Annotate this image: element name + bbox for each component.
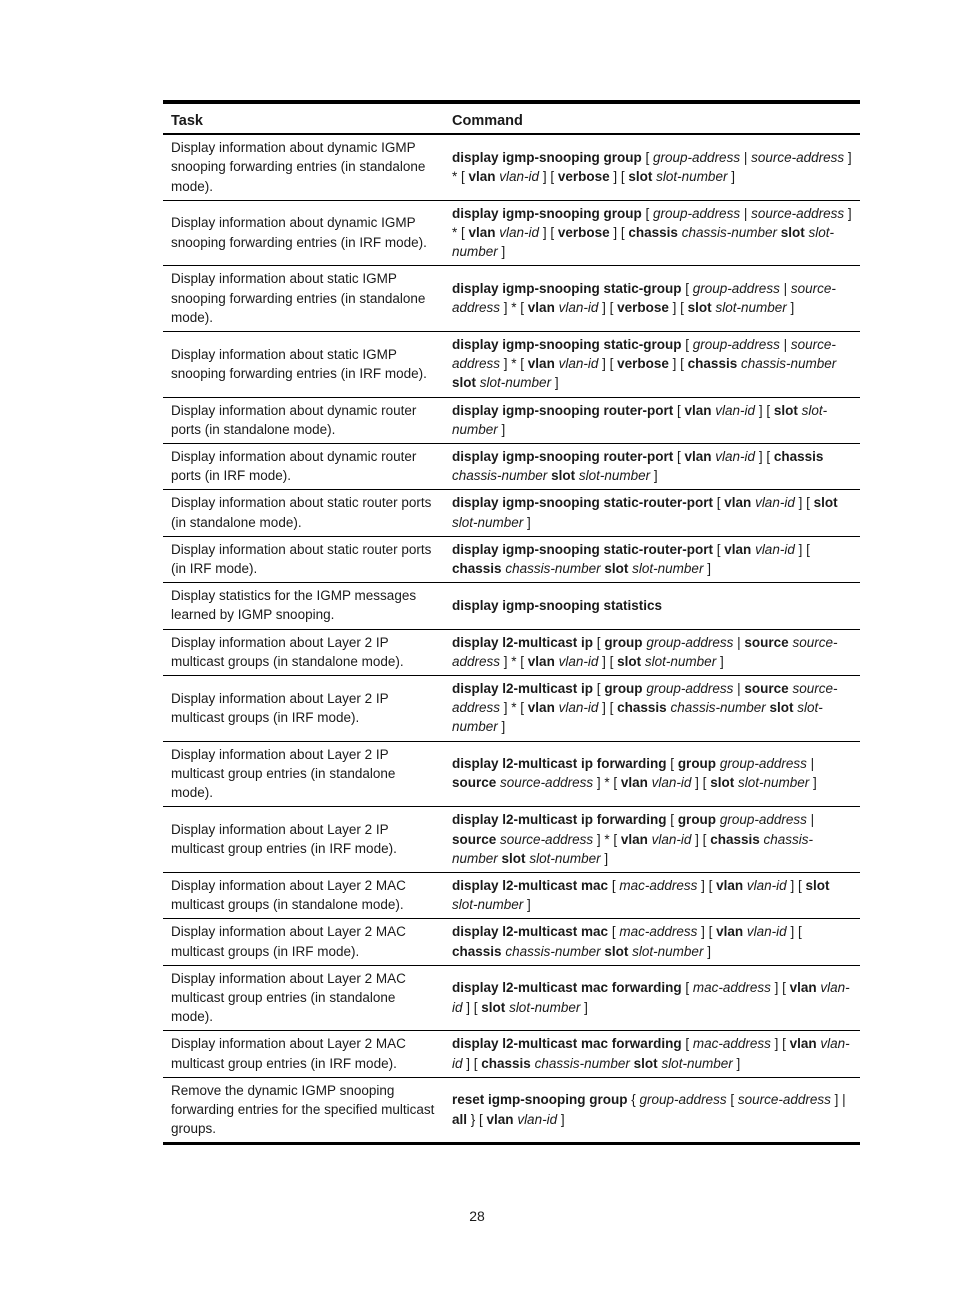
command-syntax: ] [ xyxy=(697,924,717,940)
table-row xyxy=(163,536,860,582)
task-cell: Display information about Layer 2 MAC multicast group entries (in standalone mode). xyxy=(163,965,444,1031)
command-syntax: [ xyxy=(666,812,678,828)
command-argument: vlan-id xyxy=(715,402,756,418)
task-cell: Remove the dynamic IGMP snooping forwarding entries for the specified multicast groups. xyxy=(163,1077,444,1144)
command-syntax: [ xyxy=(593,681,605,697)
task-cell: Display information about dynamic IGMP snooping forwarding entries (in IRF mode). xyxy=(163,200,444,266)
command-keyword: source xyxy=(452,775,497,791)
command-syntax: ] xyxy=(523,897,531,913)
command-argument: vlan-id xyxy=(755,495,795,511)
command-argument: slot-number xyxy=(644,653,717,669)
command-syntax: ] * [ xyxy=(593,831,621,847)
command-argument: slot-number xyxy=(715,300,787,316)
task-cell: Display information about Layer 2 IP multicast group entries (in IRF mode). xyxy=(163,807,444,873)
command-syntax: ] [ xyxy=(668,356,688,372)
command-argument: vlan-id xyxy=(499,169,540,184)
command-argument: slot-number xyxy=(509,999,581,1015)
command-syntax: ] xyxy=(580,999,588,1015)
command-syntax: ] xyxy=(551,375,559,391)
command-keyword: slot xyxy=(604,561,629,577)
command-syntax: [ xyxy=(608,877,620,893)
command-keyword: verbose xyxy=(617,300,669,316)
command-syntax: ] [ xyxy=(691,775,711,791)
command-syntax: ] xyxy=(650,468,658,484)
command-keyword: source xyxy=(744,634,789,650)
command-keyword: vlan xyxy=(620,775,648,791)
command-argument: source-address xyxy=(737,1092,831,1108)
command-cell xyxy=(444,741,860,807)
command-argument: chassis-number xyxy=(670,700,766,716)
command-syntax: ] [ xyxy=(786,877,806,893)
command-keyword: chassis xyxy=(773,449,824,465)
command-syntax: ] * [ xyxy=(500,300,528,316)
command-cell xyxy=(444,872,860,918)
command-keyword: vlan xyxy=(716,877,744,893)
command-syntax: [ xyxy=(713,495,725,511)
command-syntax: ] [ xyxy=(598,653,618,669)
command-argument: mac-address xyxy=(692,980,771,996)
task-cell: Display information about Layer 2 IP multicast groups (in IRF mode). xyxy=(163,676,444,742)
task-cell: Display information about static router ports (in IRF mode). xyxy=(163,536,444,582)
command-argument: mac-address xyxy=(619,924,698,940)
command-keyword: vlan xyxy=(684,402,712,418)
command-argument: vlan-id xyxy=(558,356,599,372)
command-keyword: group xyxy=(604,634,643,650)
command-keyword: vlan xyxy=(716,924,744,940)
command-syntax: ] [ xyxy=(609,225,629,241)
command-argument: slot-number xyxy=(479,375,552,391)
command-syntax: ] xyxy=(809,775,817,791)
command-cell xyxy=(444,134,860,200)
command-keyword: source xyxy=(744,681,789,697)
command-syntax: ] * [ xyxy=(500,700,528,716)
command-syntax: | xyxy=(779,281,791,297)
command-syntax: ] [ xyxy=(794,495,814,511)
command-syntax: [ xyxy=(681,1036,693,1052)
command-argument: vlan-id xyxy=(755,541,795,557)
command-argument: chassis-number xyxy=(505,561,601,577)
task-cell: Display information about static IGMP snooping forwarding entries (in standalone mode). xyxy=(163,266,444,332)
table-row xyxy=(163,872,860,918)
command-syntax: ] xyxy=(497,719,506,735)
command-argument: mac-address xyxy=(619,877,698,893)
command-syntax: ] [ xyxy=(697,877,717,893)
table-row xyxy=(163,741,860,807)
command-syntax: [ xyxy=(673,449,685,465)
table-row xyxy=(163,200,860,266)
command-syntax: [ xyxy=(726,1092,738,1108)
command-cell xyxy=(444,965,860,1031)
command-keyword: all xyxy=(452,1111,468,1127)
command-argument: chassis-number xyxy=(681,225,777,241)
task-cell: Display information about Layer 2 MAC multicast groups (in standalone mode). xyxy=(163,872,444,918)
command-argument: group-address xyxy=(719,756,807,772)
command-argument: slot-number xyxy=(452,700,823,735)
command-syntax: [ xyxy=(593,634,605,650)
command-keyword: chassis xyxy=(481,1055,531,1071)
command-keyword: chassis xyxy=(617,700,667,716)
command-syntax: | xyxy=(733,681,745,697)
command-keyword: display l2-multicast mac forwarding xyxy=(452,980,682,996)
command-cell xyxy=(444,676,860,742)
command-argument: source-address xyxy=(751,149,845,165)
command-argument: group-address xyxy=(692,337,780,353)
task-cell: Display information about dynamic router ports (in standalone mode). xyxy=(163,397,444,443)
table-header-row xyxy=(163,102,860,134)
command-syntax: ] [ xyxy=(786,924,802,940)
command-argument: slot-number xyxy=(452,225,835,260)
command-cell xyxy=(444,807,860,873)
command-keyword: slot xyxy=(805,877,830,893)
command-syntax: [ xyxy=(608,924,620,940)
command-keyword: slot xyxy=(617,653,642,669)
table-body xyxy=(163,134,860,1144)
command-keyword: display igmp-snooping group xyxy=(452,205,642,221)
command-cell xyxy=(444,583,860,629)
command-syntax: ] [ xyxy=(770,980,790,996)
command-syntax: ] xyxy=(716,653,724,669)
command-keyword: source xyxy=(452,831,497,847)
command-syntax: ] xyxy=(497,244,506,260)
command-keyword: display igmp-snooping static-router-port xyxy=(452,541,714,557)
task-column-header: Task xyxy=(163,102,444,134)
command-argument: group-address xyxy=(646,634,734,650)
table-row xyxy=(163,807,860,873)
command-keyword: slot xyxy=(501,850,526,866)
command-argument: vlan-id xyxy=(452,980,850,1015)
command-syntax: | xyxy=(806,756,815,772)
command-syntax: ] [ xyxy=(609,169,629,184)
command-argument: chassis-number xyxy=(505,943,601,959)
task-cell: Display information about Layer 2 MAC multicast group entries (in IRF mode). xyxy=(163,1031,444,1077)
command-keyword: vlan xyxy=(684,449,712,465)
command-keyword: vlan xyxy=(527,356,555,372)
command-syntax: [ xyxy=(713,541,725,557)
command-syntax: ] [ xyxy=(598,300,618,316)
command-keyword: reset igmp-snooping group xyxy=(452,1092,628,1108)
command-argument: slot-number xyxy=(578,468,651,484)
command-cell xyxy=(444,266,860,332)
command-syntax: ] xyxy=(727,169,735,184)
command-argument: source-address xyxy=(452,634,838,669)
command-cell xyxy=(444,200,860,266)
command-syntax: ] [ xyxy=(755,402,774,418)
command-argument: vlan-id xyxy=(558,653,599,669)
task-cell: Display information about Layer 2 IP multicast groups (in standalone mode). xyxy=(163,629,444,675)
command-column-header: Command xyxy=(444,102,860,134)
command-keyword: chassis xyxy=(710,831,760,847)
task-cell: Display information about dynamic IGMP snooping forwarding entries (in standalone mode). xyxy=(171,140,426,194)
command-syntax: [ xyxy=(681,281,693,297)
command-keyword: display igmp-snooping statistics xyxy=(452,597,663,613)
command-argument: group-address xyxy=(653,205,741,221)
command-keyword: display igmp-snooping group xyxy=(452,149,642,165)
table-row xyxy=(163,676,860,742)
command-keyword: slot xyxy=(604,943,629,959)
command-keyword: chassis xyxy=(687,356,738,372)
command-argument: slot-number xyxy=(452,897,524,913)
command-keyword: slot xyxy=(710,775,735,791)
command-keyword: vlan xyxy=(468,225,496,241)
command-keyword: slot xyxy=(481,999,506,1015)
command-syntax: } [ xyxy=(467,1111,487,1127)
command-argument: group-address xyxy=(639,1092,727,1108)
command-argument: source-address xyxy=(500,775,594,791)
command-keyword: display igmp-snooping static-router-port xyxy=(452,495,714,511)
command-syntax: ] * [ xyxy=(500,653,528,669)
command-argument: group-address xyxy=(719,812,807,828)
command-keyword: display l2-multicast ip forwarding xyxy=(452,756,667,772)
command-keyword: vlan xyxy=(620,831,648,847)
command-syntax: ] * [ xyxy=(452,205,852,241)
command-cell xyxy=(444,629,860,675)
table-row xyxy=(163,134,860,200)
command-argument: slot-number xyxy=(737,775,810,791)
task-cell: Display information about Layer 2 MAC multicast groups (in IRF mode). xyxy=(163,919,444,965)
command-syntax: ] [ xyxy=(755,449,774,465)
page-number: 28 xyxy=(469,1208,485,1224)
command-argument: vlan-id xyxy=(746,924,787,940)
command-argument: vlan-id xyxy=(651,775,692,791)
command-cell xyxy=(444,397,860,443)
command-cell xyxy=(444,919,860,965)
command-syntax: ] * [ xyxy=(452,149,852,184)
command-syntax: [ xyxy=(681,337,693,353)
command-syntax: ] xyxy=(703,561,711,577)
command-cell xyxy=(444,1077,860,1144)
command-argument: group-address xyxy=(653,149,741,165)
command-argument: slot-number xyxy=(452,402,828,437)
command-keyword: group xyxy=(604,681,643,697)
table-row xyxy=(163,490,860,536)
command-keyword: display l2-multicast mac xyxy=(452,924,609,940)
command-argument: slot-number xyxy=(632,561,704,577)
command-keyword: display l2-multicast mac forwarding xyxy=(452,1036,682,1052)
command-syntax: ] [ xyxy=(462,1055,482,1071)
command-keyword: display igmp-snooping router-port xyxy=(452,402,674,418)
command-argument: vlan-id xyxy=(499,225,540,241)
command-syntax: [ xyxy=(641,149,654,165)
command-syntax: ] [ xyxy=(770,1036,790,1052)
command-syntax: ] [ xyxy=(794,541,810,557)
command-syntax: ] xyxy=(523,514,531,530)
command-syntax: ] [ xyxy=(598,700,618,716)
command-keyword: display igmp-snooping static-group xyxy=(452,337,682,353)
table-row xyxy=(163,583,860,629)
command-keyword: verbose xyxy=(557,169,610,184)
command-keyword: slot xyxy=(633,1055,658,1071)
command-keyword: slot xyxy=(769,700,794,716)
command-argument: slot-number xyxy=(452,514,524,530)
command-argument: chassis-number xyxy=(740,356,837,372)
command-argument: mac-address xyxy=(692,1036,771,1052)
command-keyword: display l2-multicast ip forwarding xyxy=(452,812,667,828)
command-syntax: ] xyxy=(600,850,609,866)
command-argument: source-address xyxy=(500,831,594,847)
command-keyword: chassis xyxy=(628,225,678,241)
command-keyword: display igmp-snooping static-group xyxy=(452,281,682,297)
command-syntax: | xyxy=(779,337,791,353)
command-keyword: vlan xyxy=(486,1111,514,1127)
command-argument: slot-number xyxy=(661,1055,733,1071)
command-syntax: | xyxy=(740,149,752,165)
command-argument: vlan-id xyxy=(651,831,692,847)
command-keyword: vlan xyxy=(527,700,555,716)
command-syntax: [ xyxy=(681,980,693,996)
command-syntax: ] * [ xyxy=(593,775,621,791)
command-keyword: slot xyxy=(687,300,712,316)
command-keyword: vlan xyxy=(724,495,752,511)
command-syntax: | xyxy=(733,634,745,650)
task-cell: Display statistics for the IGMP messages learned by IGMP snooping. xyxy=(163,583,444,629)
command-cell xyxy=(444,332,860,398)
command-keyword: slot xyxy=(551,468,576,484)
command-keyword: slot xyxy=(628,169,653,184)
command-argument: source-address xyxy=(751,205,845,221)
command-syntax: | xyxy=(806,812,815,828)
command-argument: source-address xyxy=(452,681,838,716)
command-syntax: [ xyxy=(641,205,654,221)
command-argument: slot-number xyxy=(632,943,704,959)
command-syntax: [ xyxy=(673,402,685,418)
command-argument: slot-number xyxy=(656,169,728,184)
table-row xyxy=(163,332,860,398)
command-syntax: ] xyxy=(557,1111,565,1127)
command-argument: vlan-id xyxy=(517,1111,558,1127)
command-argument: vlan-id xyxy=(452,1036,850,1071)
command-keyword: vlan xyxy=(724,541,752,557)
command-argument: group-address xyxy=(646,681,734,697)
command-argument: chassis-number xyxy=(534,1055,630,1071)
table-row xyxy=(163,444,860,490)
table-row xyxy=(163,1031,860,1077)
command-syntax: ] [ xyxy=(539,225,558,241)
command-keyword: slot xyxy=(780,225,805,241)
command-cell xyxy=(444,490,860,536)
command-syntax: ] | xyxy=(830,1092,846,1108)
command-keyword: chassis xyxy=(452,561,502,577)
command-keyword: vlan xyxy=(527,653,555,669)
command-syntax: ] xyxy=(786,300,795,316)
table-row xyxy=(163,397,860,443)
command-cell xyxy=(444,444,860,490)
command-keyword: group xyxy=(677,812,717,828)
command-syntax: ] xyxy=(703,943,711,959)
command-keyword: display l2-multicast mac xyxy=(452,877,609,893)
command-keyword: verbose xyxy=(617,356,669,372)
command-keyword: display l2-multicast ip xyxy=(452,634,594,650)
task-cell: Display information about dynamic router ports (in IRF mode). xyxy=(163,444,444,490)
command-syntax: | xyxy=(740,205,752,221)
command-argument: vlan-id xyxy=(746,877,787,893)
command-table xyxy=(163,100,860,1145)
command-argument: vlan-id xyxy=(558,700,599,716)
command-keyword: chassis xyxy=(452,943,502,959)
command-syntax: ] [ xyxy=(462,999,482,1015)
command-cell xyxy=(444,536,860,582)
command-syntax: ] [ xyxy=(691,831,711,847)
command-syntax: ] * [ xyxy=(500,356,528,372)
command-keyword: group xyxy=(677,756,717,772)
command-syntax: ] xyxy=(497,421,506,437)
table-row xyxy=(163,1077,860,1144)
command-syntax: ] [ xyxy=(598,356,618,372)
command-keyword: slot xyxy=(813,495,838,511)
command-keyword: display igmp-snooping router-port xyxy=(452,449,674,465)
table-row xyxy=(163,629,860,675)
command-keyword: slot xyxy=(452,375,477,391)
command-keyword: vlan xyxy=(789,980,817,996)
table-row xyxy=(163,965,860,1031)
command-cell xyxy=(444,1031,860,1077)
command-argument: vlan-id xyxy=(715,449,756,465)
command-argument: chassis-number xyxy=(452,468,548,484)
command-syntax: { xyxy=(627,1092,640,1108)
table-row xyxy=(163,919,860,965)
command-keyword: vlan xyxy=(789,1036,817,1052)
command-syntax: ] [ xyxy=(539,169,558,184)
command-argument: source-address xyxy=(452,281,836,316)
command-argument: chassis-number xyxy=(452,831,814,866)
command-keyword: slot xyxy=(773,402,798,418)
command-syntax: ] xyxy=(732,1055,741,1071)
command-syntax: ] [ xyxy=(668,300,688,316)
command-keyword: display l2-multicast ip xyxy=(452,681,594,697)
command-argument: vlan-id xyxy=(558,300,599,316)
table-row xyxy=(163,266,860,332)
command-argument: slot-number xyxy=(529,850,601,866)
command-keyword: vlan xyxy=(527,300,555,316)
command-syntax: [ xyxy=(666,756,678,772)
task-cell: Display information about static router ports (in standalone mode). xyxy=(163,490,444,536)
command-keyword: vlan xyxy=(468,169,496,184)
task-cell: Display information about static IGMP snooping forwarding entries (in IRF mode). xyxy=(163,332,444,398)
command-argument: source-address xyxy=(452,337,836,372)
command-keyword: verbose xyxy=(557,225,610,241)
task-cell: Display information about Layer 2 IP multicast group entries (in standalone mode). xyxy=(163,741,444,807)
command-argument: group-address xyxy=(692,281,780,297)
